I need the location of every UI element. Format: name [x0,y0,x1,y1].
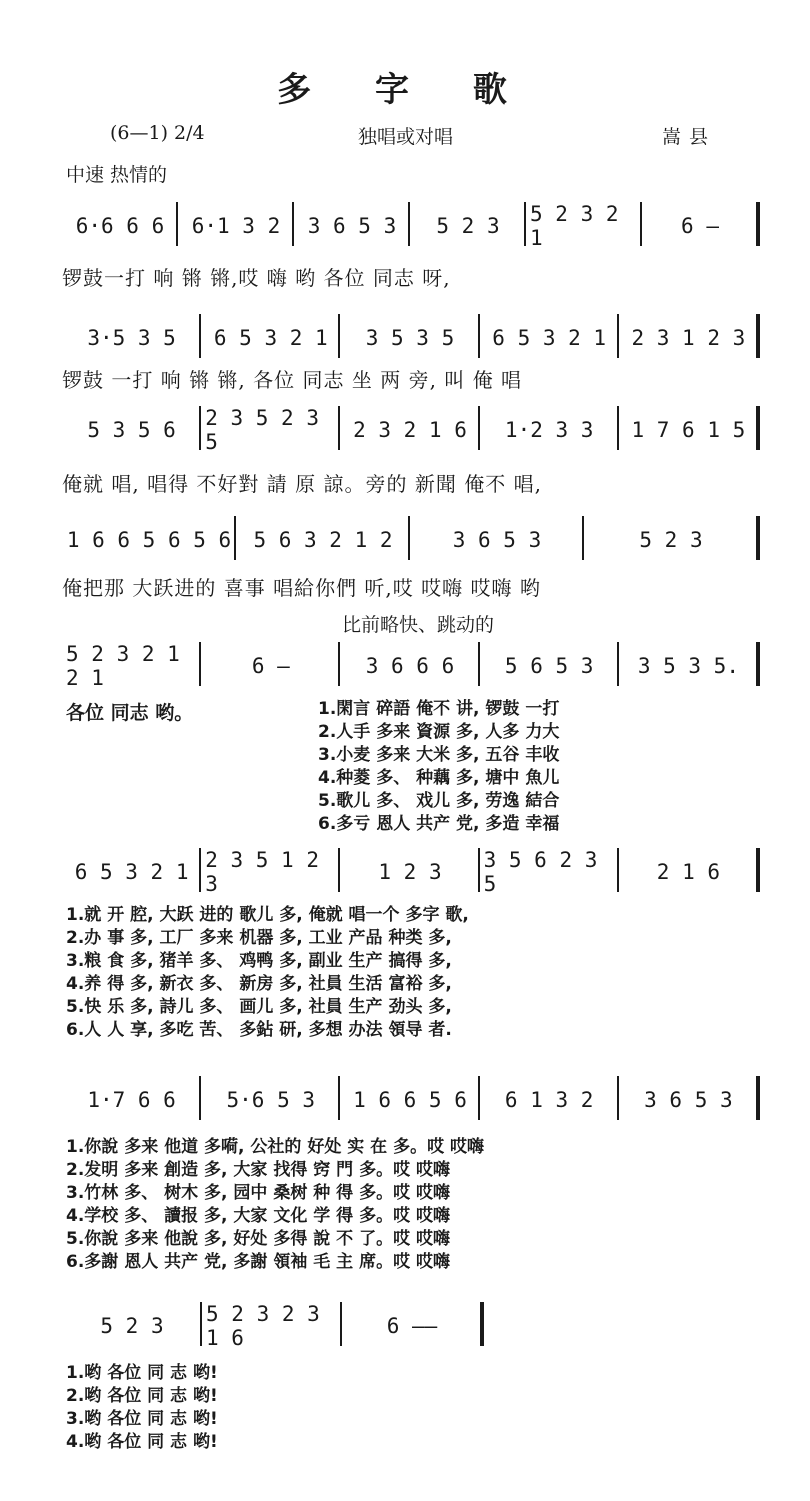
barline [408,516,410,560]
barline [200,1302,202,1346]
performance-note: 独唱或对唱 [358,126,454,148]
verse-line: 6.多亏 恩人 共产 党, 多造 幸福 [318,814,560,834]
measure: 5 2 3 2 1 [530,202,619,250]
measure: 5 6 5 3 [504,654,594,678]
barline [338,314,340,358]
barline [756,314,760,358]
verse-line: 1.你說 多来 他道 多嗬, 公社的 好处 实 在 多。哎 哎嗨 [66,1137,485,1157]
barline [478,314,480,358]
verse-line: 2.哟 各位 同 志 哟! [66,1386,218,1406]
measure: 2 3 5 2 3 5 [205,406,319,454]
barline [338,1076,340,1120]
staff-row [62,202,758,250]
barline [292,202,294,246]
measure: 6·1 3 2 [191,214,281,238]
barline [408,202,410,246]
measure: 3·5 3 5 [87,326,176,350]
verse-line: 6.多謝 恩人 共产 党, 多謝 領袖 毛 主 席。哎 哎嗨 [66,1252,451,1272]
measure: 5·6 5 3 [226,1088,316,1112]
measure: 2 3 2 1 6 [353,418,467,442]
measure: 3 6 6 6 [365,654,455,678]
verse-line: 6.人 人 享, 多吃 苦、 多鉆 研, 多想 办法 領导 者. [66,1020,452,1040]
measure: 5 3 5 6 [87,418,176,442]
lyric-line: 锣鼓一打 响 锵 锵,哎 嗨 哟 各位 同志 呀, [62,266,451,290]
region-label: 嵩县 [662,126,717,148]
measure: 6·6 6 6 [75,214,165,238]
barline [617,406,619,450]
barline [640,202,642,246]
lyric-line: 各位 同志 哟。 [66,702,194,724]
verse-line: 4.学校 多、 讀报 多, 大家 文化 学 得 多。哎 哎嗨 [66,1206,451,1226]
measure: 2 3 5 1 2 3 [205,848,319,896]
verse-line: 5.快 乐 多, 詩儿 多、 画儿 多, 社員 生产 劲头 多, [66,997,452,1017]
barline [617,314,619,358]
barline [582,516,584,560]
verse-line: 3.竹林 多、 树木 多, 园中 桑树 种 得 多。哎 哎嗨 [66,1183,451,1203]
tempo-marking: 中速 热情的 [66,164,168,186]
barline [480,1302,484,1346]
verse-line: 2.人手 多来 資源 多, 人多 力大 [318,722,560,742]
lyric-line: 俺把那 大跃进的 喜事 唱給你們 听,哎 哎嗨 哎嗨 哟 [62,576,541,600]
tempo-change-marking: 比前略快、跳动的 [342,614,495,636]
measure: 5 2 3 2 3 1 6 [206,1302,320,1350]
verse-line: 4.哟 各位 同 志 哟! [66,1432,218,1452]
barline [199,406,201,450]
verse-block-2 [66,904,469,1042]
measure: 6 5 3 2 1 [213,326,328,350]
verse-line: 4.种菱 多、 种藕 多, 塘中 魚儿 [318,768,560,788]
barline [756,848,760,892]
barline [338,642,340,686]
measure: 6 — [251,654,290,678]
measure: 5 2 3 2 1 2 1 [66,642,180,690]
measure: 6 — [681,214,719,238]
measure: 5 2 3 [436,214,500,238]
verse-line: 3.小麦 多来 大米 多, 五谷 丰收 [318,745,560,765]
barline [478,642,480,686]
barline [756,406,760,450]
measure: 1 7 6 1 5 [631,418,746,442]
barline [176,202,178,246]
measure: 1·2 3 3 [504,418,594,442]
barline [617,1076,619,1120]
barline [199,848,201,892]
measure: 3 6 5 3 [307,214,397,238]
barline [478,406,480,450]
measure: 6 1 3 2 [504,1088,594,1112]
measure: 3 5 3 5 [365,326,455,350]
verse-line: 5.歌儿 多、 戏儿 多, 劳逸 結合 [318,791,560,811]
staff-row [62,406,758,454]
verse-block-4 [66,1362,218,1454]
measure: 5 2 3 [639,528,703,552]
staff-row [62,520,758,560]
measure: 3 5 3 5. [637,654,739,678]
verse-block-3 [66,1136,484,1274]
verse-line: 3.哟 各位 同 志 哟! [66,1409,218,1429]
verse-line: 2.发明 多来 創造 多, 大家 找得 窍 門 多。哎 哎嗨 [66,1160,451,1180]
verse-line: 2.办 事 多, 工厂 多来 机器 多, 工业 产品 种类 多, [66,928,452,948]
key-time-signature: (6—1) 2/4 [110,122,205,144]
staff-row [62,642,758,690]
measure: 6 —— [386,1314,438,1338]
barline [199,1076,201,1120]
barline [756,202,760,246]
staff-row [62,848,758,896]
barline [338,406,340,450]
barline [478,1076,480,1120]
measure: 6 5 3 2 1 [492,326,607,350]
barline [199,642,201,686]
barline [338,848,340,892]
barline [199,314,201,358]
verse-block-1 [318,698,559,836]
barline [478,848,480,892]
lyric-line: 锣鼓 一打 响 锵 锵, 各位 同志 坐 两 旁, 叫 俺 唱 [62,368,523,392]
measure: 3 6 5 3 [452,528,542,552]
staff-row [62,1080,758,1120]
verse-line: 1.就 开 腔, 大跃 进的 歌儿 多, 俺就 唱一个 多字 歌, [66,905,469,925]
barline [617,642,619,686]
measure: 3 5 6 2 3 5 [483,848,598,896]
staff-row [62,1302,482,1350]
measure: 6 5 3 2 1 [74,860,189,884]
song-title: 多 字 歌 [277,70,533,110]
verse-line: 4.养 得 多, 新衣 多、 新房 多, 社員 生活 富裕 多, [66,974,452,994]
barline [617,848,619,892]
barline [756,642,760,686]
measure: 2 3 1 2 3 [631,326,746,350]
staff-row [62,318,758,358]
measure: 1 2 3 [378,860,442,884]
verse-line: 5.你說 多来 他說 多, 好处 多得 說 不 了。哎 哎嗨 [66,1229,451,1249]
verse-line: 1.閑言 碎語 俺不 讲, 锣鼓 一打 [318,699,560,719]
lyric-line: 俺就 唱, 唱得 不好對 請 原 諒。旁的 新聞 俺不 唱, [62,472,542,496]
measure: 2 1 6 [656,860,720,884]
barline [234,516,236,560]
measure: 3 6 5 3 [644,1088,733,1112]
barline [340,1302,342,1346]
measure: 1·7 6 6 [87,1088,176,1112]
barline [756,516,760,560]
verse-line: 1.哟 各位 同 志 哟! [66,1363,218,1383]
barline [756,1076,760,1120]
barline [524,202,526,246]
measure: 1 6 6 5 6 [353,1088,467,1112]
verse-line: 3.粮 食 多, 猪羊 多、 鸡鸭 多, 副业 生产 搞得 多, [66,951,452,971]
measure: 5 2 3 [100,1314,164,1338]
measure: 5 6 3 2 1 2 [253,528,393,552]
measure: 1 6 6 5 6 5 6 [66,528,232,552]
